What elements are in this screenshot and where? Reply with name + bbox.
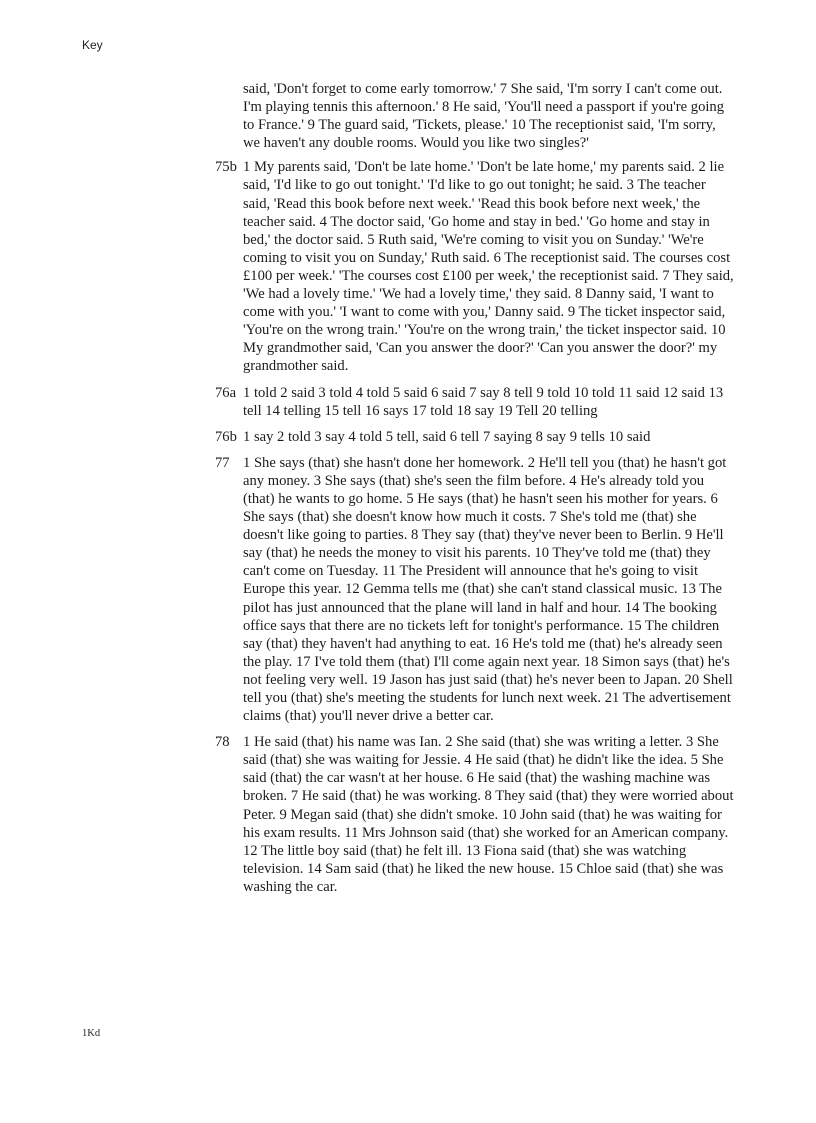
answer-entry-77 — [215, 454, 735, 725]
answer-text: 1 told 2 said 3 told 4 told 5 said 6 said 7 say 8 tell 9 told 10 told 11 said 12 said 13 tell 14 telling 15 tell 16 says 17 told 18 say 19 Tell 20 telling — [243, 384, 724, 419]
answer-entry-76a — [215, 384, 735, 420]
answer-text: 1 My parents said, 'Don't be late home.' 'Don't be late home,' my parents said. 2 lie said, 'I'd like to go out tonight.' 'I'd like to go out tonight; he said. 3 The teacher said, 'Read this book before next week.' 'Read this book before next week,' the teacher said. 4 The doctor said, 'Go home and stay in bed.' 'Go home and stay in bed,' the doctor said. 5 Ruth said, 'We're coming to visit you on Sunday.' 'We're coming to visit you on Sunday,' Ruth said. 6 The receptionist said. The courses cost £100 per week.' 'The courses cost £100 per week,' the receptionist said. 7 They said, 'We had a lovely time.' 'We had a lovely time,' they said. 8 Danny said, 'I want to come with you.' 'I want to come with you,' Danny said. 9 The ticket inspector said, 'You're on the wrong train.' 'You're on the wrong train,' the ticket inspector said. 10 My grandmother said, 'Can you answer the door?' 'Can you answer the door?' my grandmother said. — [243, 159, 734, 375]
answer-entry-76b — [215, 428, 735, 446]
exercise-number: 76a — [215, 384, 237, 401]
answer-entry-78 — [215, 733, 735, 896]
exercise-number: 75b — [215, 159, 237, 176]
page-footer: 1Kd — [82, 1028, 101, 1039]
answer-text: 1 She says (that) she hasn't done her homework. 2 He'll tell you (that) he hasn't got any money. 3 She says (that) she's seen the film before. 4 He's already told you (that) he wants to go home. 5 He says (that) he hasn't seen his mother for years. 6 She says (that) she doesn't know how much it costs. 7 She's told me (that) she doesn't like going to parties. 8 They say (that) they've never been to Berlin. 9 He'll say (that) he needs the money to visit his parents. 10 They've told me (that) they can't come on Tuesday. 11 The President will announce that he's going to visit Europe this year. 12 Gemma tells me (that) she can't stand classical music. 13 The pilot has just announced that the plane will land in half and hour. 14 The booking office says that there are no tickets left for tonight's performance. 15 The children say (that) they haven't had anything to eat. 16 He's told me (that) he's already seen the play. 17 I've told them (that) I'll come again next year. 18 Simon says (that) he's not feeling very well. 19 Jason has just said (that) he's never been to Japan. 20 Shell tell you (that) she's meeting the students for lunch next week. 21 The advertisement claims (that) you'll never drive a better car. — [243, 454, 733, 725]
exercise-number: 76b — [215, 428, 237, 445]
running-header: Key — [82, 38, 103, 52]
exercise-number: 77 — [215, 454, 230, 471]
answer-text: 1 He said (that) his name was Ian. 2 She said (that) she was writing a letter. 3 She said (that) she was waiting for Jessie. 4 He said (that) he didn't like the idea. 5 She said (that) the car wasn't at her house. 6 He said (that) the washing machine was broken. 7 He said (that) he was working. 8 They said (that) they were worried about Peter. 9 Megan said (that) she didn't smoke. 10 John said (that) he was waiting for his exam results. 11 Mrs Johnson said (that) she worked for an American company. 12 The little boy said (that) he felt ill. 13 Fiona said (that) she was watching television. 14 Sam said (that) he liked the new house. 15 Chloe said (that) she was washing the car. — [243, 734, 734, 895]
answer-text: 1 say 2 told 3 say 4 told 5 tell, said 6 tell 7 saying 8 say 9 tells 10 said — [243, 428, 651, 445]
answer-entry-75b — [215, 158, 735, 375]
answer-text: said, 'Don't forget to come early tomorrow.' 7 She said, 'I'm sorry I can't come out. I'm playing tennis this afternoon.' 8 He said, 'You'll need a passport if you're going to France.' 9 The guard said, 'Tickets, please.' 10 The receptionist said, 'I'm sorry, we haven't any double rooms. Would you like two singles?' — [243, 81, 725, 152]
answer-entry-75a-continued — [215, 80, 735, 152]
answer-key — [215, 80, 735, 904]
exercise-number: 78 — [215, 734, 230, 751]
